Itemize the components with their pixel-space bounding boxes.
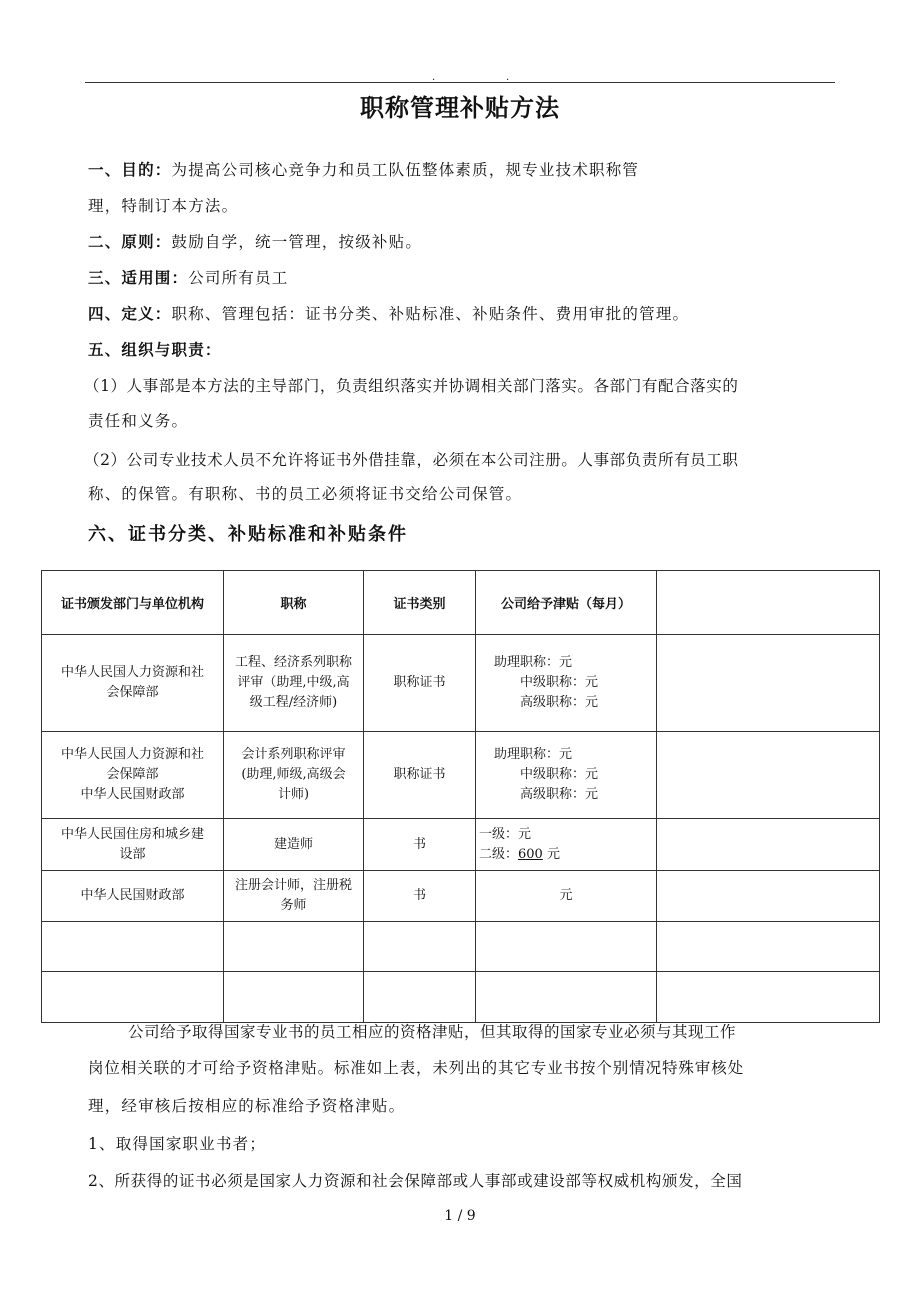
empty-cell bbox=[42, 972, 224, 1023]
condition-item: 2、所获得的证书必须是国家人力资源和社会保障部或人事部或建设部等权威机构颁发，全国 bbox=[88, 1172, 743, 1190]
allowance-cell bbox=[476, 635, 657, 732]
type-cell: 书 bbox=[364, 819, 476, 871]
table-row bbox=[42, 635, 880, 732]
allowance-cell: 元 bbox=[476, 871, 657, 922]
title-cell bbox=[224, 635, 364, 732]
allowance-table bbox=[41, 570, 880, 1023]
cell-line: 高级职称：元 bbox=[520, 695, 599, 710]
empty-cell bbox=[364, 922, 476, 972]
empty-cell bbox=[657, 972, 880, 1023]
section-text: 鼓励自学，统一管理，按级补贴。 bbox=[171, 233, 423, 251]
header-rule bbox=[85, 82, 835, 83]
empty-cell bbox=[657, 635, 880, 732]
header-dot: . bbox=[432, 72, 436, 83]
cell-line: 一级：元 bbox=[479, 826, 532, 842]
empty-cell bbox=[224, 972, 364, 1023]
table-row-empty bbox=[42, 922, 880, 972]
cell-line: 中级职称：元 bbox=[520, 675, 599, 690]
section-label: 四、定义： bbox=[88, 305, 172, 323]
section-principle bbox=[88, 230, 422, 252]
cell-line: 设部 bbox=[119, 846, 146, 862]
empty-cell bbox=[42, 922, 224, 972]
amount: 600 bbox=[518, 846, 543, 862]
col-header: 证书类别 bbox=[364, 571, 476, 635]
cell-line: 会保障部 bbox=[106, 685, 159, 700]
section-text: 公司所有员工 bbox=[188, 269, 289, 287]
section-label: 三、适用围： bbox=[88, 269, 189, 287]
empty-cell bbox=[476, 922, 657, 972]
table-row-empty bbox=[42, 972, 880, 1023]
empty-cell bbox=[224, 922, 364, 972]
section-label: 一、目的： bbox=[88, 161, 172, 179]
section-scope bbox=[88, 266, 288, 288]
col-header bbox=[657, 571, 880, 635]
col-header: 职称 bbox=[224, 571, 364, 635]
cell-line: 会计系列职称评审 bbox=[241, 747, 346, 762]
section-label: 二、原则： bbox=[88, 233, 172, 251]
condition-item: 1、取得国家职业书者； bbox=[88, 1135, 267, 1153]
empty-cell bbox=[364, 972, 476, 1023]
section-text: 为提高公司核心竞争力和员工队伍整体素质，规专业技术职称管 bbox=[171, 161, 640, 179]
title-cell bbox=[224, 819, 364, 871]
cell-line: 工程、经济系列职称 bbox=[234, 655, 352, 670]
col-header: 证书颁发部门与单位机构 bbox=[42, 571, 224, 635]
note-paragraph-cont: 岗位相关联的才可给予资格津贴。标准如上表，未列出的其它专业书按个别情况特殊审核处 bbox=[88, 1059, 745, 1077]
header-dot: . bbox=[506, 72, 510, 83]
empty-cell bbox=[657, 732, 880, 819]
section-purpose-cont: 理，特制订本方法。 bbox=[88, 197, 239, 215]
section-definition bbox=[88, 302, 689, 324]
cell-line: 务师 bbox=[280, 898, 307, 913]
empty-cell bbox=[657, 871, 880, 922]
org-cell bbox=[42, 635, 224, 732]
allowance-cell bbox=[476, 732, 657, 819]
empty-cell bbox=[657, 819, 880, 871]
empty-cell bbox=[657, 922, 880, 972]
section-label: 五、组织与职责： bbox=[88, 341, 222, 359]
table-row bbox=[42, 819, 880, 871]
page-title: 职称管理补贴方法 bbox=[360, 94, 560, 122]
col-header: 公司给予津贴（每月） bbox=[476, 571, 657, 635]
cell-line: 计师) bbox=[277, 787, 310, 802]
cell-line: 中华人民国人力资源和社 bbox=[60, 665, 204, 680]
responsibility-p2: （2）公司专业技术人员不允许将证书外借挂靠，必须在本公司注册。人事部负责所有员工职 bbox=[84, 451, 739, 469]
page-number: 1 / 9 bbox=[444, 1208, 476, 1224]
cell-line: 中华人民国财政部 bbox=[80, 888, 185, 903]
cell-line: 建造师 bbox=[273, 836, 313, 852]
cell-line: 高级职称：元 bbox=[520, 787, 599, 802]
cell-line: 评审（助理,中级,高 bbox=[237, 675, 350, 690]
note-paragraph: 公司给予取得国家专业书的员工相应的资格津贴，但其取得的国家专业必须与其现工作 bbox=[128, 1023, 737, 1041]
cell-line: 助理职称：元 bbox=[494, 655, 573, 670]
responsibility-p2-cont: 称、的保管。有职称、书的员工必须将证书交给公司保管。 bbox=[88, 485, 523, 503]
table-header-row bbox=[42, 571, 880, 635]
org-cell bbox=[42, 819, 224, 871]
cell-line: 中华人民国财政部 bbox=[80, 787, 185, 802]
section-purpose bbox=[88, 158, 639, 180]
title-cell bbox=[224, 732, 364, 819]
unit: 元 bbox=[542, 846, 560, 862]
cell-line: 助理职称：元 bbox=[494, 747, 573, 762]
cell-line: (助理,师级,高级会 bbox=[241, 767, 346, 782]
responsibility-p1: （1）人事部是本方法的主导部门，负责组织落实并协调相关部门落实。各部门有配合落实的 bbox=[84, 377, 739, 395]
cell-line: 注册会计师，注册税 bbox=[234, 878, 352, 893]
section-responsibility bbox=[88, 338, 222, 360]
org-cell bbox=[42, 871, 224, 922]
org-cell bbox=[42, 732, 224, 819]
responsibility-p1-cont: 责任和义务。 bbox=[88, 412, 189, 430]
allowance-cell bbox=[476, 819, 657, 871]
type-cell: 职称证书 bbox=[364, 635, 476, 732]
type-cell: 职称证书 bbox=[364, 732, 476, 819]
level-label: 二级： bbox=[479, 846, 519, 862]
table-row bbox=[42, 871, 880, 922]
cell-line: 中级职称：元 bbox=[520, 767, 599, 782]
section-text: 职称、管理包括：证书分类、补贴标准、补贴条件、费用审批的管理。 bbox=[171, 305, 690, 323]
cell-line bbox=[479, 845, 653, 865]
cell-line: 级工程/经济师) bbox=[249, 695, 338, 710]
note-paragraph-cont: 理，经审核后按相应的标准给予资格津贴。 bbox=[88, 1097, 406, 1115]
cell-line: 中华人民国人力资源和社 bbox=[60, 747, 204, 762]
title-cell bbox=[224, 871, 364, 922]
cell-line: 会保障部 bbox=[106, 767, 159, 782]
section-6-heading: 六、证书分类、补贴标准和补贴条件 bbox=[88, 524, 408, 545]
empty-cell bbox=[476, 972, 657, 1023]
cell-line: 中华人民国住房和城乡建 bbox=[60, 826, 204, 842]
table-row bbox=[42, 732, 880, 819]
type-cell: 书 bbox=[364, 871, 476, 922]
